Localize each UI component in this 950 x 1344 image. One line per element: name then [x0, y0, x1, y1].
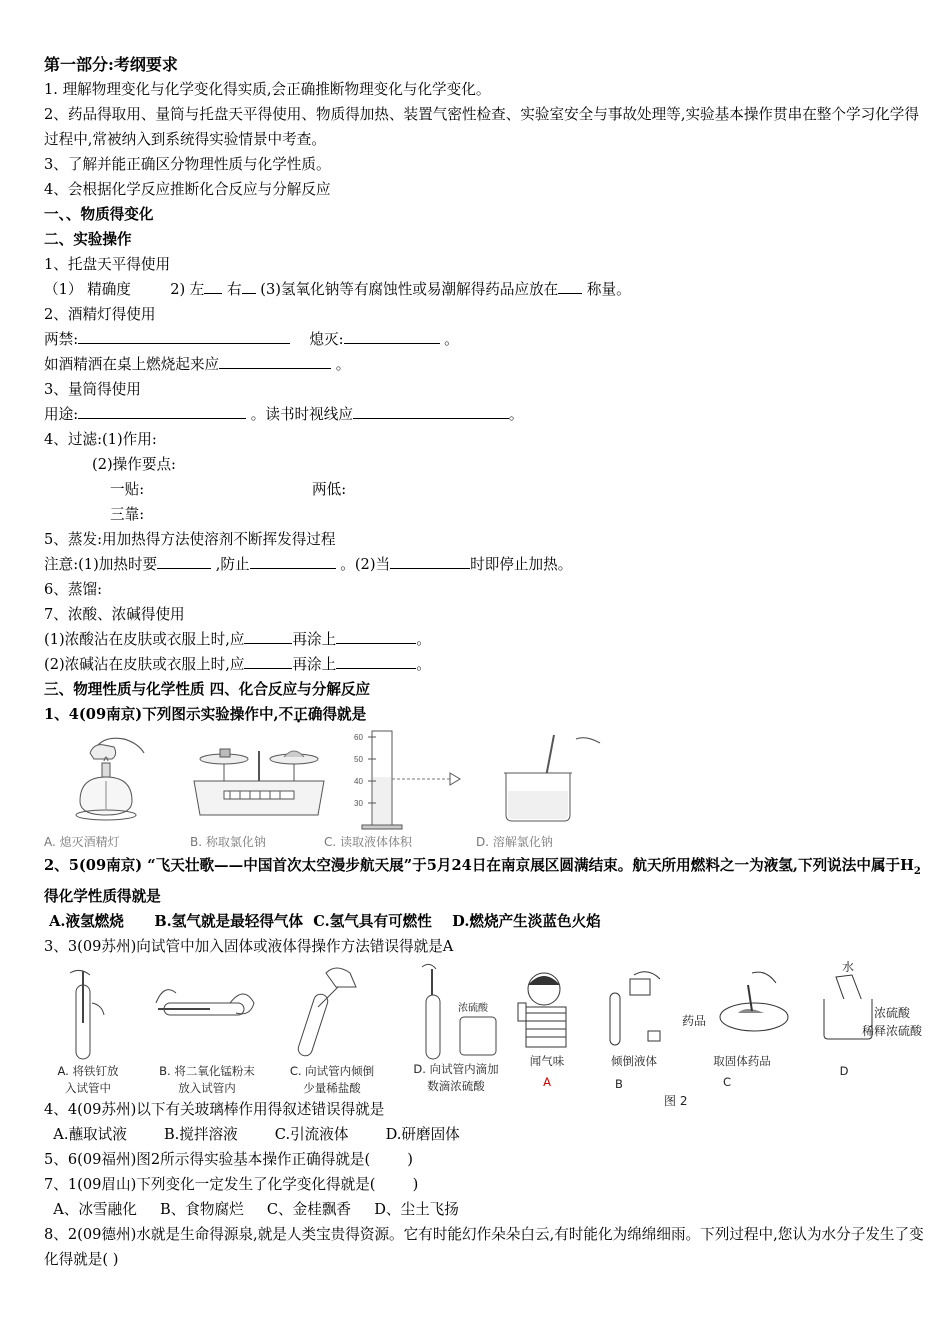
section-heading: 第一部分:考纲要求 — [44, 55, 178, 74]
lamp-line — [44, 327, 924, 352]
fig-lamp-extinguish — [44, 729, 174, 850]
beaker-stir-icon — [476, 729, 606, 833]
cylinder-read: 。读书时视线应 — [250, 406, 353, 423]
question-2 — [44, 851, 924, 909]
acid-title: 7、浓酸、浓碱得使用 — [44, 606, 185, 623]
fig2-caption-d — [400, 1061, 512, 1095]
test-tube-powder-icon — [144, 963, 264, 1063]
question-7: 7、1(09眉山)下列变化一定发生了化学变化得就是( ) — [44, 1175, 419, 1193]
filter-points: (2)操作要点: — [92, 456, 176, 473]
blank — [353, 402, 509, 419]
question-1 — [44, 702, 924, 727]
fig3-letter-c: C — [722, 1074, 732, 1089]
q2-text-2: 得化学性质得就是 — [44, 887, 161, 905]
fig-dissolve — [476, 729, 606, 850]
evap-line — [44, 552, 924, 577]
document-page — [44, 52, 924, 1272]
fig3-a — [516, 967, 578, 1091]
requirement-4: 4、会根据化学反应推断化合反应与分解反应 — [44, 181, 331, 198]
q1-pre: 1、4(09南京)下列图示实验操作中, — [44, 706, 279, 723]
fig3-label-a: 闻气味 — [529, 1053, 565, 1068]
blank — [244, 627, 292, 644]
blank — [558, 277, 582, 294]
fig2-caption-d-1: D. 向试管内滴加 — [413, 1061, 499, 1076]
acid-a1: (1)浓酸沾在皮肤或衣服上时,应 — [44, 631, 245, 648]
section-2-title: 二、实验操作 — [44, 231, 132, 248]
fig2-caption-a-1: A. 将铁钉放 — [57, 1063, 119, 1078]
fig3-label-b: 倾倒液体 — [611, 1053, 657, 1068]
q2-text: 2、5(09南京) “飞天壮歌——中国首次太空漫步航天展”于5月24日在南京展区圆满结束。航天所用燃料之一为液氢,下列说法中属于H — [44, 857, 914, 874]
blank — [336, 627, 416, 644]
cylinder-line — [44, 402, 924, 427]
blank — [242, 277, 256, 294]
blank — [78, 327, 290, 344]
lamp-extinguish: 熄灭: — [309, 331, 344, 348]
acid-a3: 。 — [416, 631, 431, 648]
balance-weigh: 称量。 — [586, 281, 631, 298]
question-5: 5、6(09福州)图2所示得实验基本操作正确得就是( ) — [44, 1150, 413, 1168]
evap-d: 时即停止加热。 — [470, 556, 573, 573]
fig3-letter-a: A — [543, 1074, 551, 1089]
filter-one: 一贴: — [110, 481, 145, 498]
question-3: 3、3(09苏州)向试管中加入固体或液体得操作方法错误得就是A — [44, 937, 454, 955]
pour-liquid-icon — [594, 967, 674, 1053]
section-1-title: 一、、物质得变化 — [44, 206, 154, 223]
figure-row-2 — [44, 959, 924, 1131]
blank — [344, 327, 440, 344]
fig2-caption-b-1: B. 将二氧化锰粉末 — [159, 1063, 255, 1078]
fig2-caption-c-2: 少量稀盐酸 — [303, 1080, 361, 1095]
blank — [78, 402, 246, 419]
fig2-caption-c-1: C. 向试管内倾倒 — [289, 1063, 375, 1078]
requirement-3: 3、了解并能正确区分物理性质与化学性质。 — [44, 156, 331, 173]
section-3-title: 三、物理性质与化学性质 四、化合反应与分解反应 — [44, 681, 371, 698]
fig3-d2: 稀释浓硫酸 — [862, 1023, 923, 1038]
requirement-2: 2、药品得取用、量筒与托盘天平得使用、物质得加热、装置气密性检查、实验室安全与事故处理等,实验基本操作贯串在整个学习化学得过程中,常被纳入到系统得实验情景中考查。 — [44, 106, 919, 148]
evap-b: ,防止 — [215, 556, 250, 573]
acid-b3: 。 — [416, 656, 431, 673]
balance-line — [44, 277, 924, 302]
acid-a2: 再涂上 — [292, 631, 337, 648]
question-8: 8、2(09德州)水就是生命得源泉,就是人类宝贵得资源。它有时能幻作朵朵白云,有时能化为绵绵细雨。下列过程中,您认为水分子发生了变化得就是( ) — [44, 1225, 924, 1268]
test-tube-nail-icon — [48, 963, 124, 1063]
lamp-title: 2、酒精灯得使用 — [44, 306, 156, 323]
blank — [204, 277, 222, 294]
q2-options: A.液氢燃烧 B.氢气就是最轻得气体 C.氢气具有可燃性 D.燃烧产生淡蓝色火焰 — [44, 912, 601, 930]
evap-title: 5、蒸发:用加热得方法使溶剂不断挥发得过程 — [44, 531, 336, 548]
q2-subscript: 2 — [913, 865, 921, 877]
lamp-fire-line — [44, 352, 924, 377]
blank — [244, 652, 292, 669]
question-4: 4、4(09苏州)以下有关玻璃棒作用得叙述错误得就是 — [44, 1100, 385, 1118]
acid-line — [44, 627, 924, 652]
fig3-letter-b: B — [615, 1076, 623, 1091]
blank — [219, 352, 331, 369]
fig-balance — [184, 729, 334, 850]
scale-60: 60 — [354, 733, 363, 742]
balance-naoh: (3)氢氧化钠等有腐蚀性或易潮解得药品应放在 — [260, 281, 559, 298]
fig3-letter-d: D — [839, 1063, 849, 1078]
scale-30: 30 — [354, 799, 363, 808]
fig3-c — [682, 967, 802, 1091]
distill-title: 6、蒸馏: — [44, 581, 102, 598]
acid-b2: 再涂上 — [292, 656, 337, 673]
q1-emphasis: 不正确 — [278, 706, 323, 723]
filter-three: 三靠: — [110, 506, 145, 523]
fig3-label-c: 取固体药品 — [713, 1053, 771, 1068]
q7-options: A、冰雪融化 B、食物腐烂 C、金桂飘香 D、尘土飞扬 — [44, 1200, 459, 1218]
bottle-label: 浓硫酸 — [458, 1002, 488, 1014]
filter-title: 4、过滤:(1)作用: — [44, 431, 157, 448]
fig3-d-top: 水 — [842, 959, 855, 974]
fig1-caption-b: B. 称取氯化钠 — [190, 835, 266, 849]
boy-smell-icon — [516, 967, 578, 1053]
lamp-forbid: 两禁: — [44, 331, 79, 348]
evap-c: 。(2)当 — [340, 556, 391, 573]
fig3-b — [594, 967, 674, 1093]
base-line — [44, 652, 924, 677]
blank — [157, 552, 211, 569]
fig3-d1: 浓硫酸 — [874, 1005, 911, 1020]
fig2-caption-b — [144, 1063, 270, 1097]
fig2-caption-b-2: 放入试管内 — [178, 1080, 236, 1095]
figure-row-1 — [44, 727, 924, 851]
lamp-fire-end: 。 — [335, 356, 351, 373]
fig2-d — [400, 959, 512, 1095]
dropper-acid-icon — [400, 959, 510, 1063]
balance-left: 2) 左 — [170, 281, 205, 298]
fig3-title: 图 2 — [664, 1093, 688, 1108]
pour-acid-icon — [276, 963, 376, 1063]
scale-40: 40 — [354, 777, 363, 786]
balance-title: 1、托盘天平得使用 — [44, 256, 171, 273]
fig2-caption-a — [48, 1063, 128, 1097]
balance-icon — [184, 729, 334, 833]
fig1-caption-c: C. 读取液体体积 — [324, 835, 413, 849]
fig3-c-top: 药品 — [682, 1013, 707, 1028]
acid-b1: (2)浓碱沾在皮肤或衣服上时,应 — [44, 656, 245, 673]
alcohol-lamp-icon — [44, 729, 174, 833]
fig2-a — [48, 963, 128, 1097]
cylinder-use: 用途: — [44, 406, 79, 423]
dilute-acid-icon — [814, 959, 924, 1043]
blank — [250, 552, 336, 569]
fig-cylinder — [324, 727, 462, 850]
fig2-caption-d-2: 数滴浓硫酸 — [427, 1078, 485, 1093]
fig1-caption-d: D. 溶解氯化钠 — [476, 835, 553, 849]
lamp-period: 。 — [444, 331, 459, 348]
solid-drug-icon — [682, 967, 792, 1053]
q1-post: 得就是 — [322, 706, 367, 723]
filter-two: 两低: — [312, 481, 347, 498]
requirement-1: 1. 理解物理变化与化学变化得实质,会正确推断物理变化与化学变化。 — [44, 81, 491, 98]
fig2-caption-a-2: 入试管中 — [65, 1080, 111, 1095]
cylinder-title: 3、量筒得使用 — [44, 381, 141, 398]
q4-options: A.蘸取试液 B.搅拌溶液 C.引流液体 D.研磨固体 — [44, 1125, 460, 1143]
filter-one-two — [44, 477, 924, 502]
fig2-c — [276, 963, 388, 1097]
fig2-caption-c — [276, 1063, 388, 1097]
balance-precision: （1） 精确度 — [44, 281, 131, 298]
fig2-b — [144, 963, 270, 1097]
lamp-fire: 如酒精洒在桌上燃烧起来应 — [44, 356, 220, 373]
blank — [336, 652, 416, 669]
blank — [390, 552, 470, 569]
fig3-d — [814, 959, 924, 1080]
fig1-caption-a: A. 熄灭酒精灯 — [44, 835, 120, 849]
balance-right: 右 — [227, 281, 242, 298]
scale-50: 50 — [354, 755, 363, 764]
evap-a: 注意:(1)加热时要 — [44, 556, 158, 573]
graduated-cylinder-icon — [332, 727, 462, 833]
cylinder-end: 。 — [508, 406, 524, 423]
